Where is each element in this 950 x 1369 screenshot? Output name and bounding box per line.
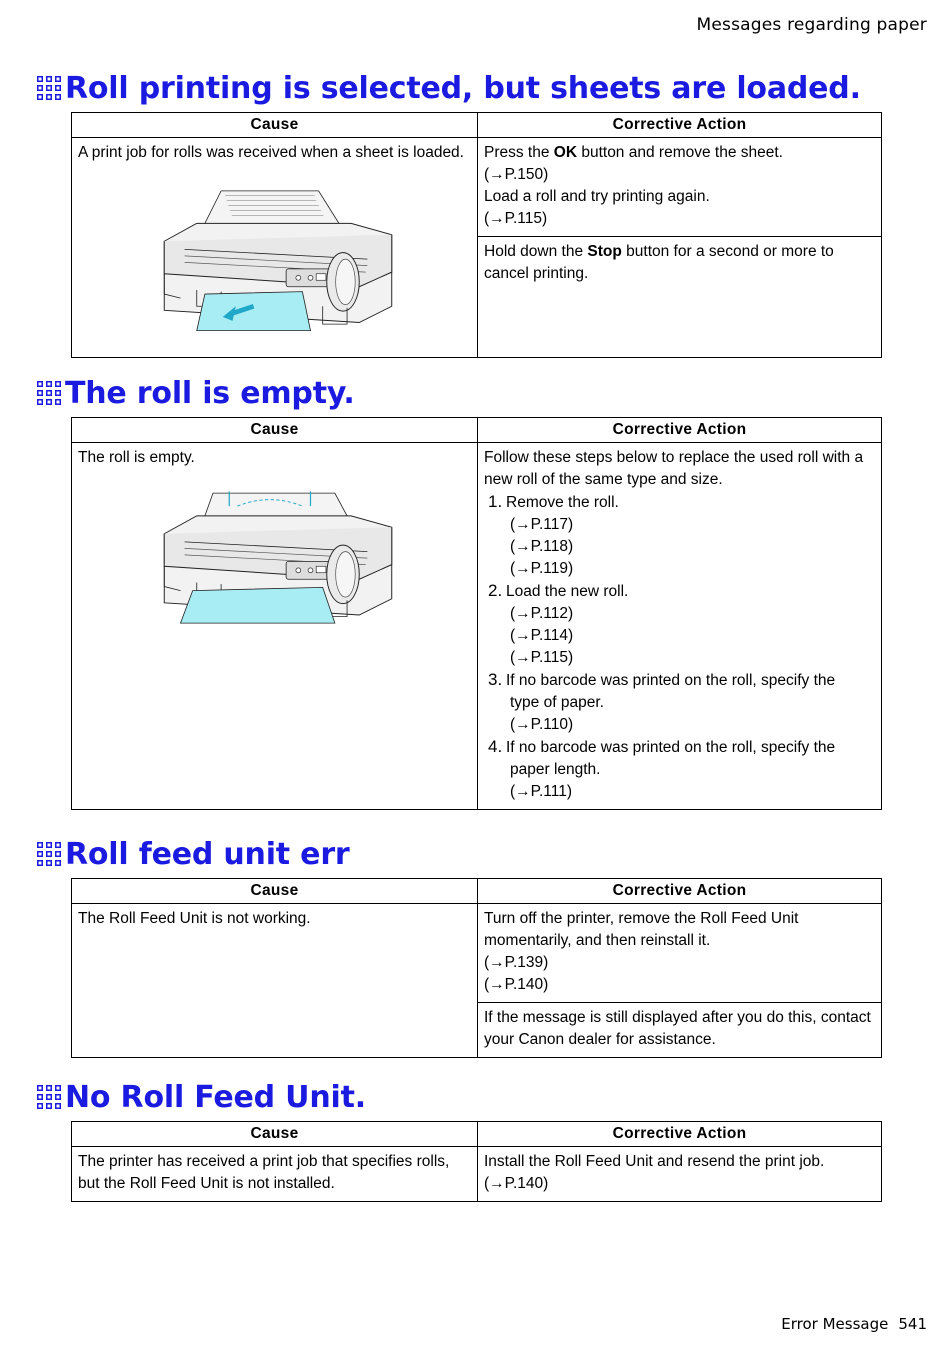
step-list	[484, 491, 875, 803]
step-number: 4.	[488, 737, 503, 756]
action-cell	[478, 1003, 882, 1058]
section-title: Roll feed unit err	[65, 836, 350, 872]
cause-cell	[72, 1147, 478, 1202]
step-item	[488, 669, 875, 736]
printer-roll-illustration	[148, 475, 408, 625]
section-heading	[37, 373, 882, 413]
section-roll-empty	[37, 373, 882, 810]
page-ref: (→P.139)	[484, 954, 549, 971]
section-title: Roll printing is selected, but sheets are loaded.	[65, 70, 861, 106]
page-ref: (→P.140)	[484, 976, 549, 993]
action-line: Turn off the printer, remove the Roll Feed Unit momentarily, and then reinstall it.	[484, 910, 799, 949]
section-heading	[37, 68, 882, 108]
cause-text: The roll is empty.	[78, 449, 195, 466]
page-ref: (→P.110)	[510, 716, 574, 733]
message-table	[71, 112, 882, 358]
step-text: Remove the roll.	[506, 494, 619, 511]
page-number: 541	[898, 1315, 927, 1333]
page-ref: (→P.140)	[484, 1175, 549, 1192]
step-item	[488, 736, 875, 803]
ok-button-label: OK	[553, 144, 578, 161]
page-footer	[771, 1315, 927, 1333]
action-line: Install the Roll Feed Unit and resend the print job.	[484, 1153, 825, 1170]
action-cell	[478, 237, 882, 358]
action-line: Load a roll and try printing again.	[484, 188, 710, 205]
section-no-roll-feed	[37, 1077, 882, 1202]
action-line: Hold down the Stop button for a second or more to cancel printing.	[484, 243, 834, 282]
page-ref: (→P.111)	[510, 783, 573, 800]
printer-sheet-illustration	[148, 170, 408, 345]
cause-cell	[72, 904, 478, 1058]
step-item	[488, 491, 875, 580]
action-header: Corrective Action	[478, 1122, 882, 1147]
cause-text: The printer has received a print job that specifies rolls, but the Roll Feed Unit is not installed.	[78, 1153, 450, 1192]
step-text: If no barcode was printed on the roll, specify the	[506, 672, 836, 689]
action-header: Corrective Action	[478, 113, 882, 138]
cause-text: A print job for rolls was received when a sheet is loaded.	[78, 144, 464, 161]
action-cell	[478, 443, 882, 810]
step-text: Load the new roll.	[506, 583, 629, 600]
running-header: Messages regarding paper	[696, 15, 927, 35]
action-header: Corrective Action	[478, 418, 882, 443]
message-table	[71, 417, 882, 810]
cause-header: Cause	[72, 113, 478, 138]
grid-icon	[37, 842, 61, 866]
page-ref: (→P.114)	[510, 627, 574, 644]
step-text-continued: type of paper.	[510, 694, 604, 711]
grid-icon	[37, 381, 61, 405]
footer-section: Error Message	[781, 1315, 889, 1333]
section-heading	[37, 834, 882, 874]
section-heading	[37, 1077, 882, 1117]
action-cell	[478, 1147, 882, 1202]
action-cell	[478, 138, 882, 237]
message-table	[71, 1121, 882, 1202]
action-line: If the message is still displayed after you do this, contact your Canon dealer for assistance.	[484, 1009, 871, 1048]
grid-icon	[37, 76, 61, 100]
action-header: Corrective Action	[478, 879, 882, 904]
cause-header: Cause	[72, 418, 478, 443]
stop-button-label: Stop	[587, 243, 622, 260]
cause-text: The Roll Feed Unit is not working.	[78, 910, 311, 927]
cause-header: Cause	[72, 1122, 478, 1147]
message-table	[71, 878, 882, 1058]
page-ref: (→P.150)	[484, 166, 549, 183]
step-text-continued: paper length.	[510, 761, 601, 778]
step-text: If no barcode was printed on the roll, specify the	[506, 739, 836, 756]
section-title: The roll is empty.	[65, 375, 355, 411]
action-intro: Follow these steps below to replace the used roll with a new roll of the same type and size.	[484, 449, 864, 488]
page-ref: (→P.115)	[484, 210, 548, 227]
page-ref: (→P.112)	[510, 605, 574, 622]
step-number: 1.	[488, 492, 503, 511]
section-sheets-loaded	[37, 68, 882, 358]
cause-cell	[72, 443, 478, 810]
step-number: 2.	[488, 581, 503, 600]
step-number: 3.	[488, 670, 503, 689]
grid-icon	[37, 1085, 61, 1109]
section-title: No Roll Feed Unit.	[65, 1079, 366, 1115]
action-line: Press the OK button and remove the sheet.	[484, 144, 783, 161]
cause-cell	[72, 138, 478, 358]
step-item	[488, 580, 875, 669]
page-ref: (→P.118)	[510, 538, 574, 555]
cause-header: Cause	[72, 879, 478, 904]
page-ref: (→P.119)	[510, 560, 574, 577]
page-ref: (→P.117)	[510, 516, 574, 533]
section-roll-feed-err	[37, 834, 882, 1058]
page-ref: (→P.115)	[510, 649, 574, 666]
action-cell	[478, 904, 882, 1003]
